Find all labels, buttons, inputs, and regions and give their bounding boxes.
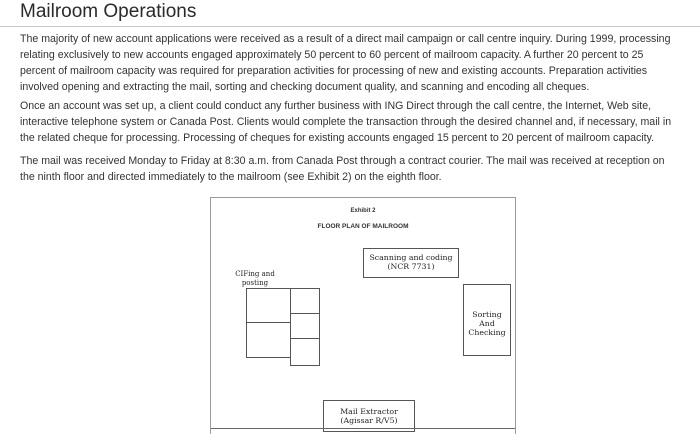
sorting-checking-label: Sorting And Checking <box>468 310 506 337</box>
mail-extractor-label: Mail Extractor (Agissar R/V5) <box>340 407 398 425</box>
scanning-coding-station <box>363 248 459 278</box>
sorting-checking-station <box>463 284 511 356</box>
floor-plan-exhibit <box>210 197 516 434</box>
exhibit-title: Exhibit 2 <box>350 208 376 214</box>
scanning-coding-label: Scanning and coding (NCR 7731) <box>369 253 453 271</box>
exhibit-subtitle: FLOOR PLAN OF MAILROOM <box>317 223 409 230</box>
desk-left-top <box>246 288 292 325</box>
desk-right-3 <box>290 338 320 366</box>
desk-right-1 <box>290 288 320 316</box>
paragraph-1: The majority of new account applications were received as a result of a direct mail campaign or call centre inquiry. During 1999, processing relating exclusively to new accounts engaged approximately 50 percent to 60 percent of mailroom capacity. A further 20 percent to 25 percent of mailroom capacity was required for preparation activities for processing of new and existing accounts. Preparation activities involved opening and extracting the mail, sorting and checking document quality, and scanning and encoding all cheques. <box>20 33 671 93</box>
paragraph-2: Once an account was set up, a client could conduct any further business with ING Direct through the call centre, the Internet, Web site, interactive telephone system or Canada Post. Clients would complete the transaction through the desired channel and, if necessary, mail in the related cheque for processing. Processing of cheques for existing accounts engaged 15 percent to 20 percent of mailroom capacity. <box>20 100 672 144</box>
paragraph-3: The mail was received Monday to Friday at 8:30 a.m. from Canada Post through a contract courier. The mail was received at reception on the ninth floor and directed immediately to the mailroom (see Exhibit 2) on the eighth floor. <box>20 155 665 183</box>
filing-posting-label: CIFing and posting <box>235 270 275 287</box>
title-bar <box>0 0 700 27</box>
desk-left-bottom <box>246 322 292 358</box>
floor-wall-line <box>211 428 515 429</box>
desk-right-2 <box>290 313 320 341</box>
page-title: Mailroom Operations <box>20 1 197 22</box>
